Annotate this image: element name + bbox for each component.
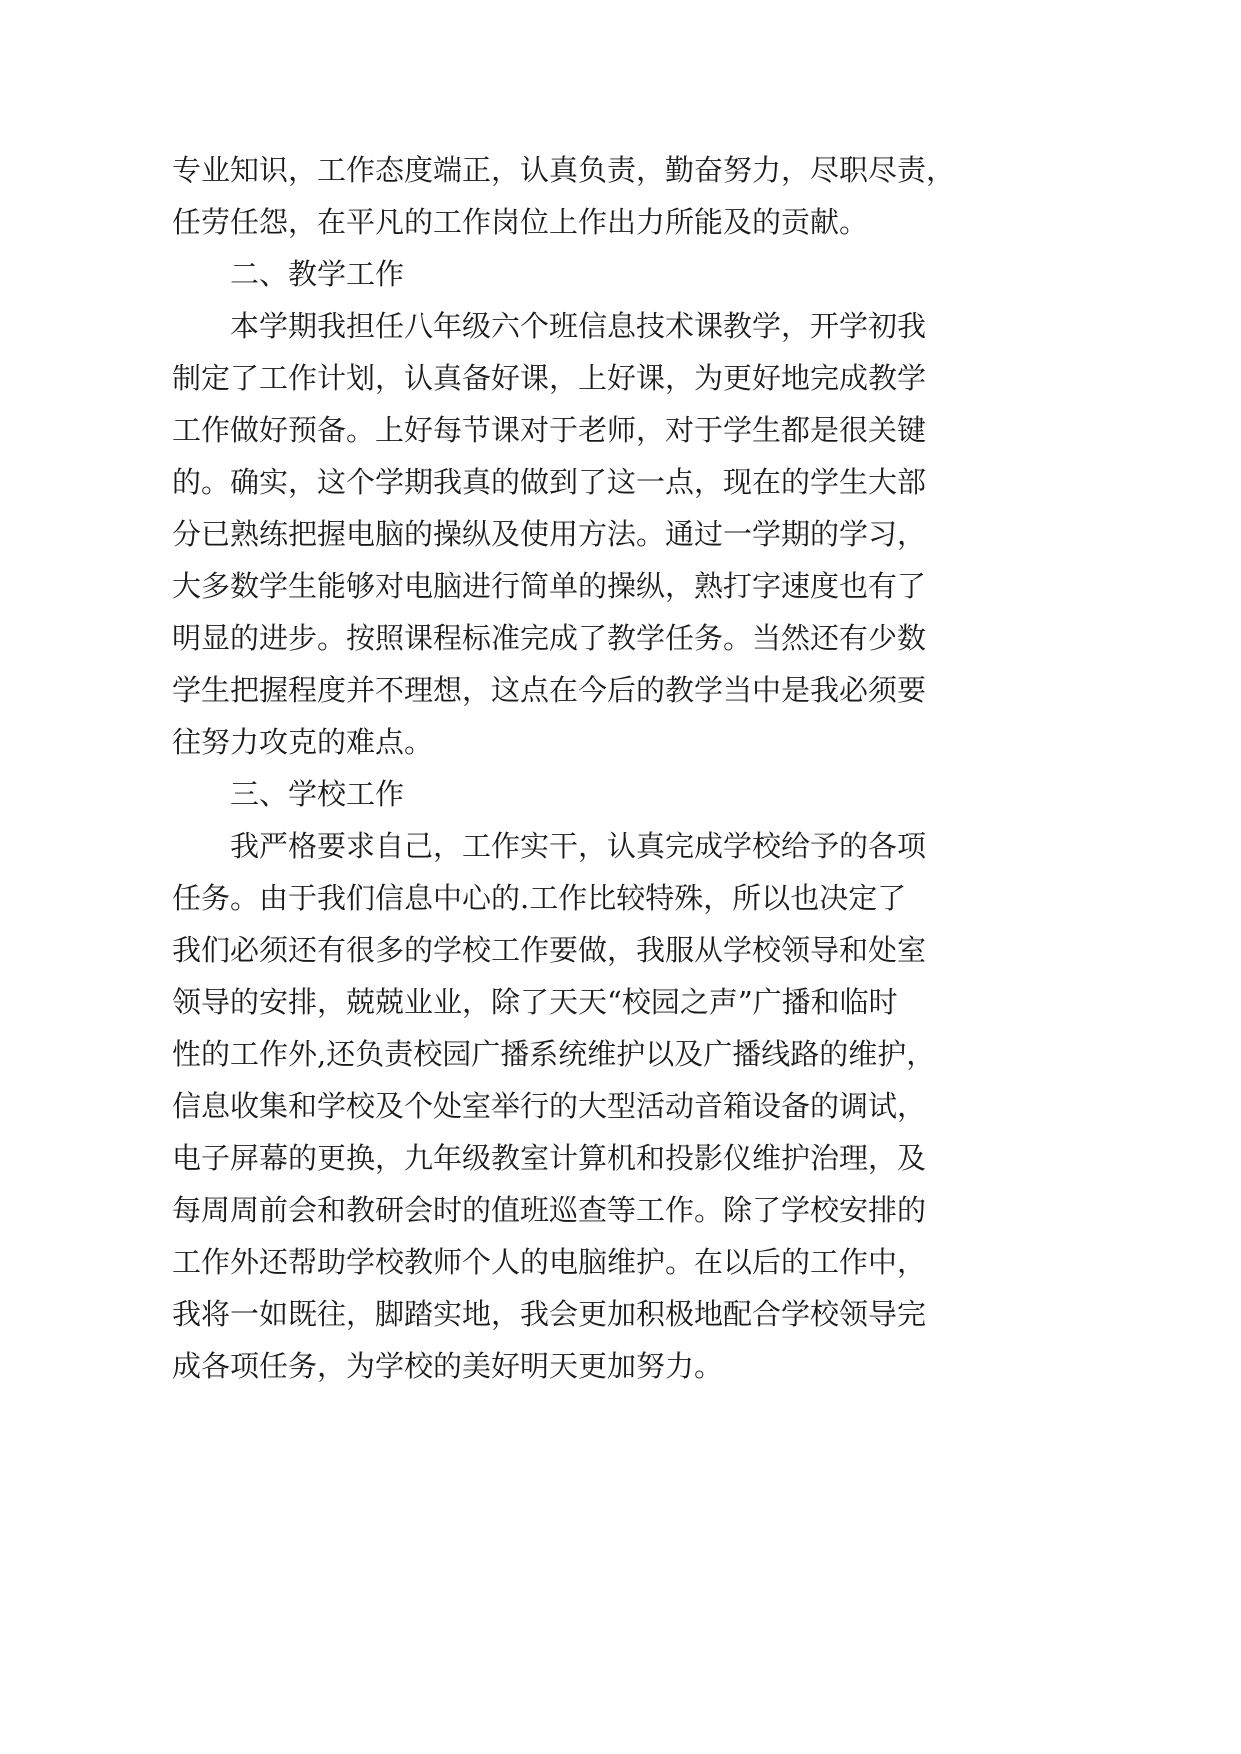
- text-line: 往努力攻克的难点。: [172, 725, 434, 759]
- text-line: 大多数学生能够对电脑进行简单的操纵，熟打字速度也有了: [172, 569, 927, 603]
- text-line: 性的工作外,还负责校园广播系统维护以及广播线路的维护，: [172, 1037, 936, 1071]
- intro-paragraph: [172, 144, 1072, 248]
- text-line: 我们必须还有很多的学校工作要做，我服从学校领导和处室: [172, 933, 927, 967]
- section-heading: 三、学校工作: [230, 777, 405, 811]
- text-line: 成各项任务，为学校的美好明天更加努力。: [172, 1349, 724, 1383]
- text-line: 信息收集和学校及个处室举行的大型活动音箱设备的调试，: [172, 1089, 927, 1123]
- text-line: 任劳任怨，在平凡的工作岗位上作出力所能及的贡献。: [172, 205, 869, 239]
- text-line: 专业知识，工作态度端正，认真负责，勤奋努力，尽职尽责，: [172, 153, 956, 187]
- text-line: 我将一如既往，脚踏实地，我会更加积极地配合学校领导完: [172, 1297, 927, 1331]
- section-body: [172, 820, 1072, 1392]
- text-line: 电子屏幕的更换，九年级教室计算机和投影仪维护治理，及: [172, 1141, 927, 1175]
- text-line: 工作做好预备。上好每节课对于老师，对于学生都是很关键: [172, 413, 927, 447]
- text-line: 我严格要求自己，工作实干，认真完成学校给予的各项: [230, 829, 927, 863]
- section-school-work: [172, 768, 1072, 1392]
- document-page: [172, 144, 1072, 1392]
- section-heading: 二、教学工作: [230, 257, 405, 291]
- text-line: 明显的进步。按照课程标准完成了教学任务。当然还有少数: [172, 621, 927, 655]
- text-line: 分已熟练把握电脑的操纵及使用方法。通过一学期的学习，: [172, 517, 927, 551]
- section-teaching-work: [172, 248, 1072, 768]
- text-line: 制定了工作计划，认真备好课，上好课，为更好地完成教学: [172, 361, 927, 395]
- text-line: 的。确实，这个学期我真的做到了这一点，现在的学生大部: [172, 465, 927, 499]
- section-body: [172, 300, 1072, 768]
- text-line: 工作外还帮助学校教师个人的电脑维护。在以后的工作中，: [172, 1245, 927, 1279]
- text-line: 学生把握程度并不理想，这点在今后的教学当中是我必须要: [172, 673, 927, 707]
- text-line: 任务。由于我们信息中心的.工作比较特殊，所以也决定了: [172, 881, 907, 915]
- text-line: 领导的安排，兢兢业业，除了天天“校园之声”广播和临时: [172, 985, 898, 1019]
- text-line: 每周周前会和教研会时的值班巡查等工作。除了学校安排的: [172, 1193, 927, 1227]
- text-line: 本学期我担任八年级六个班信息技术课教学，开学初我: [230, 309, 927, 343]
